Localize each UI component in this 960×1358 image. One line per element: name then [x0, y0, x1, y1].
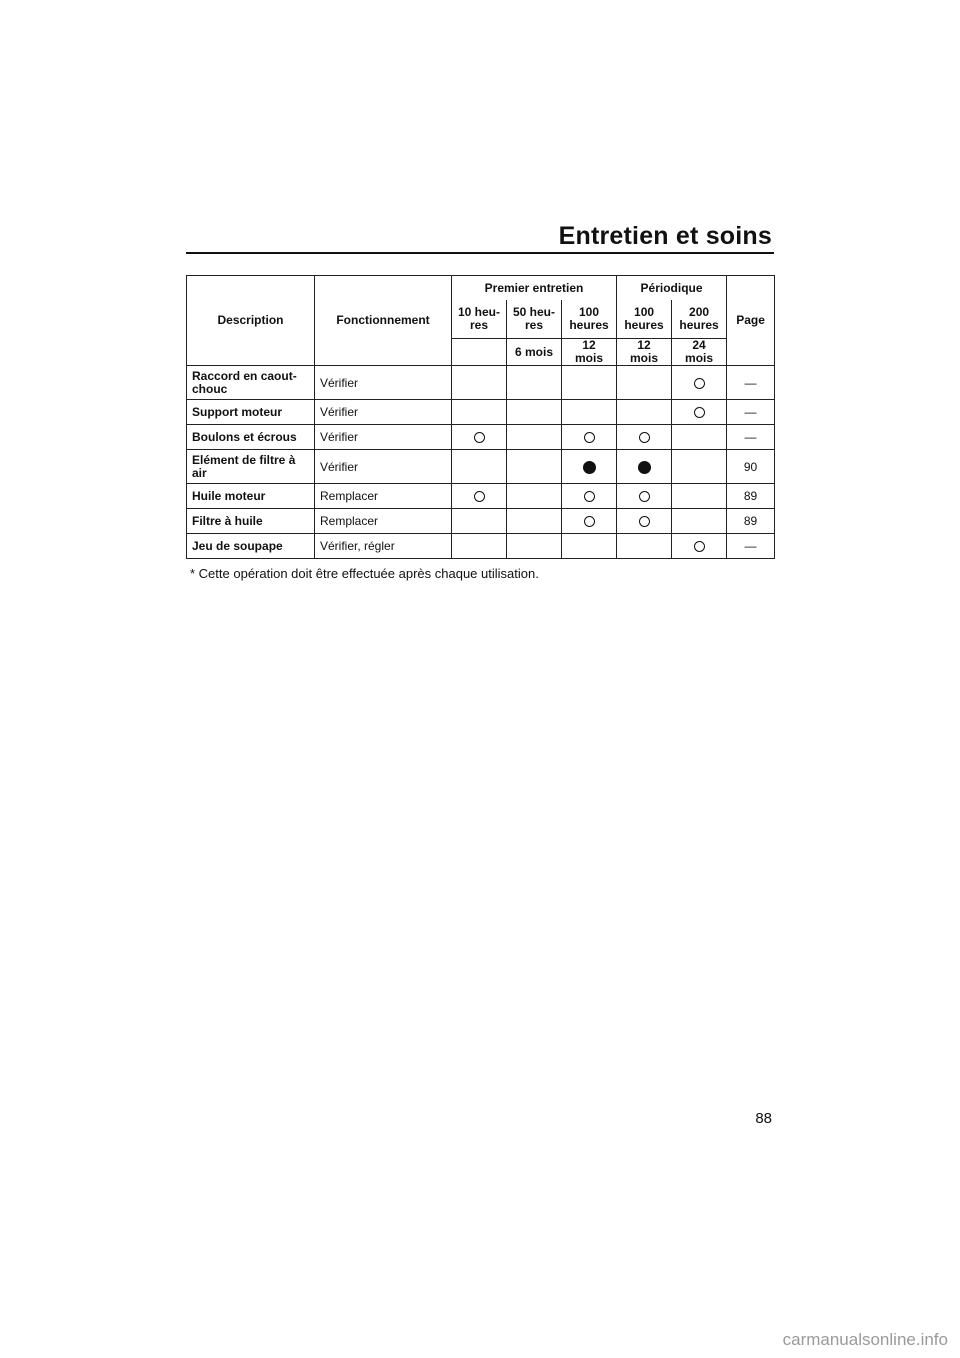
- row-description: Support moteur: [187, 400, 315, 425]
- open-circle-icon: [474, 432, 485, 443]
- filled-circle-icon: [638, 461, 651, 474]
- interval-cell: [507, 450, 562, 484]
- interval-cell: [617, 534, 672, 559]
- table-row: [187, 534, 775, 559]
- interval-cell: [507, 425, 562, 450]
- interval-cell: [562, 366, 617, 400]
- interval-cell: [562, 509, 617, 534]
- interval-cell: [672, 534, 727, 559]
- row-operation: Vérifier: [315, 366, 452, 400]
- header-months-0: [452, 339, 507, 366]
- open-circle-icon: [694, 541, 705, 552]
- row-operation: Remplacer: [315, 484, 452, 509]
- header-page: Page: [727, 276, 775, 366]
- header-hours-0: 10 heu- res: [452, 300, 507, 339]
- header-hours-3: 100 heures: [617, 300, 672, 339]
- row-page: —: [727, 400, 775, 425]
- open-circle-icon: [584, 516, 595, 527]
- interval-cell: [507, 484, 562, 509]
- header-hours-4: 200 heures: [672, 300, 727, 339]
- interval-cell: [452, 484, 507, 509]
- header-fonctionnement: Fonctionnement: [315, 276, 452, 366]
- interval-cell: [617, 509, 672, 534]
- interval-cell: [507, 400, 562, 425]
- table-row: [187, 425, 775, 450]
- row-description: Boulons et écrous: [187, 425, 315, 450]
- footnote: * Cette opération doit être effectuée après chaque utilisation.: [190, 566, 539, 581]
- interval-cell: [617, 450, 672, 484]
- interval-cell: [507, 534, 562, 559]
- open-circle-icon: [639, 516, 650, 527]
- filled-circle-icon: [583, 461, 596, 474]
- header-periodique: Périodique: [617, 276, 727, 301]
- header-months-3: 12 mois: [617, 339, 672, 366]
- table-row: [187, 484, 775, 509]
- row-description: Filtre à huile: [187, 509, 315, 534]
- interval-cell: [452, 534, 507, 559]
- row-page: —: [727, 425, 775, 450]
- interval-cell: [672, 366, 727, 400]
- interval-cell: [562, 450, 617, 484]
- row-page: 89: [727, 509, 775, 534]
- open-circle-icon: [639, 432, 650, 443]
- interval-cell: [452, 425, 507, 450]
- open-circle-icon: [694, 378, 705, 389]
- interval-cell: [452, 450, 507, 484]
- interval-cell: [452, 509, 507, 534]
- row-operation: Vérifier: [315, 425, 452, 450]
- interval-cell: [672, 484, 727, 509]
- interval-cell: [452, 366, 507, 400]
- header-hours-2: 100 heures: [562, 300, 617, 339]
- header-months-4: 24 mois: [672, 339, 727, 366]
- interval-cell: [672, 450, 727, 484]
- table-row: [187, 509, 775, 534]
- row-page: 90: [727, 450, 775, 484]
- interval-cell: [562, 534, 617, 559]
- open-circle-icon: [584, 432, 595, 443]
- row-operation: Remplacer: [315, 509, 452, 534]
- row-page: 89: [727, 484, 775, 509]
- table-row: [187, 366, 775, 400]
- interval-cell: [617, 484, 672, 509]
- watermark: carmanualsonline.info: [782, 1330, 948, 1349]
- interval-cell: [562, 484, 617, 509]
- row-operation: Vérifier, régler: [315, 534, 452, 559]
- interval-cell: [562, 425, 617, 450]
- row-page: —: [727, 534, 775, 559]
- table-row: [187, 400, 775, 425]
- header-months-1: 6 mois: [507, 339, 562, 366]
- row-operation: Vérifier: [315, 450, 452, 484]
- row-description: Jeu de soupape: [187, 534, 315, 559]
- interval-cell: [672, 425, 727, 450]
- interval-cell: [507, 366, 562, 400]
- interval-cell: [452, 400, 507, 425]
- table-row: [187, 450, 775, 484]
- interval-cell: [617, 400, 672, 425]
- header-hours-1: 50 heu- res: [507, 300, 562, 339]
- interval-cell: [672, 509, 727, 534]
- interval-cell: [562, 400, 617, 425]
- open-circle-icon: [474, 491, 485, 502]
- interval-cell: [507, 509, 562, 534]
- row-description: Raccord en caout- chouc: [187, 366, 315, 400]
- open-circle-icon: [584, 491, 595, 502]
- open-circle-icon: [639, 491, 650, 502]
- title-rule: [186, 252, 774, 254]
- interval-cell: [617, 366, 672, 400]
- interval-cell: [672, 400, 727, 425]
- row-description: Huile moteur: [187, 484, 315, 509]
- header-description: Description: [187, 276, 315, 366]
- row-description: Elément de filtre à air: [187, 450, 315, 484]
- maintenance-table: [186, 275, 775, 559]
- page-title: Entretien et soins: [558, 222, 772, 250]
- header-premier-entretien: Premier entretien: [452, 276, 617, 301]
- interval-cell: [617, 425, 672, 450]
- row-page: —: [727, 366, 775, 400]
- page-number: 88: [755, 1110, 772, 1127]
- open-circle-icon: [694, 407, 705, 418]
- row-operation: Vérifier: [315, 400, 452, 425]
- header-months-2: 12 mois: [562, 339, 617, 366]
